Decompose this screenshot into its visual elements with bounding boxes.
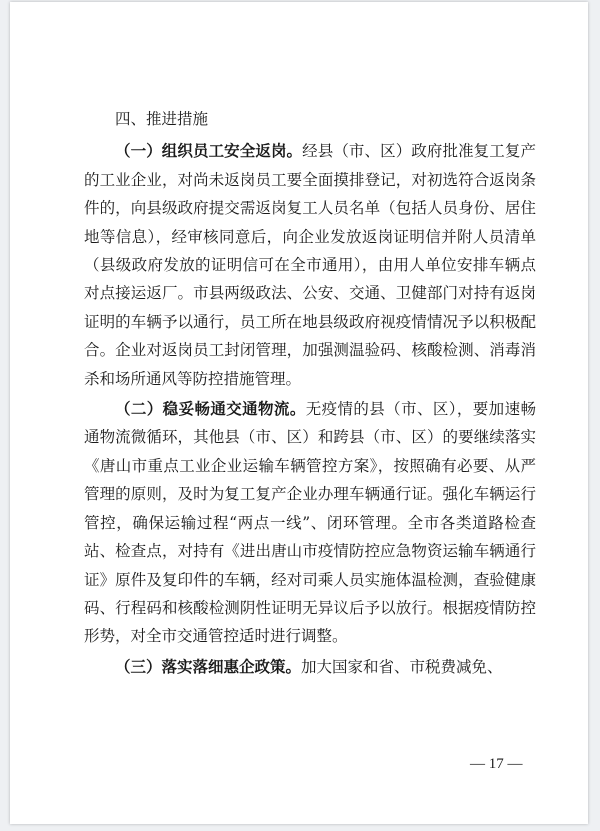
section-heading: 四、推进措施 [115, 110, 209, 128]
paragraph-3 [84, 653, 536, 681]
paragraph-1-lead: （一）组织员工安全返岗。 [115, 141, 303, 161]
paragraph-1-text: 经县（市、区）政府批准复工复产的工业企业，对尚未返岗员工要全面摸排登记，对初选符合返岗条件的，向县级政府提交需返岗复工人员名单（包括人员身份、居住地等信息），经审核同意后，向企业发放返岗证明信并附人员清单（县级政府发放的证明信可在全市通用），由用人单位安排车辆点对点接运返厂。市县两级政法、公安、交通、卫健部门对持有返岗证明的车辆予以通行，员工所在地县级政府视疫情情况予以积极配合。企业对返岗员工封闭管理，加强测温验码、核酸检测、消毒消杀和场所通风等防控措施管理。 [84, 142, 536, 388]
paragraph-2 [84, 395, 536, 651]
paragraph-3-text: 加大国家和省、市税费减免、 [301, 657, 503, 676]
paragraph-1 [84, 137, 536, 393]
document-body [84, 105, 536, 681]
page-number: — 17 — [470, 756, 523, 772]
paragraph-2-text: 无疫情的县（市、区），要加速畅通物流微循环，其他县（市、区）和跨县（市、区）的要继续落实《唐山市重点工业企业运输车辆管控方案》，按照确有必要、从严管理的原则，及时为复工复产企业办理车辆通行证。强化车辆运行管控，确保运输过程“两点一线”、闭环管理。全市各类道路检查站、检查点，对持有《进出唐山市疫情防控应急物资运输车辆通行证》原件及复印件的车辆，经对司乘人员实施体温检测，查验健康码、行程码和核酸检测阴性证明无异议后予以放行。根据疫情防控形势，对全市交通管控适时进行调整。 [84, 400, 536, 646]
paragraph-2-lead: （二）稳妥畅通交通物流。 [115, 399, 306, 419]
paragraph-3-lead: （三）落实落细惠企政策。 [115, 656, 302, 676]
document-page [10, 2, 588, 824]
